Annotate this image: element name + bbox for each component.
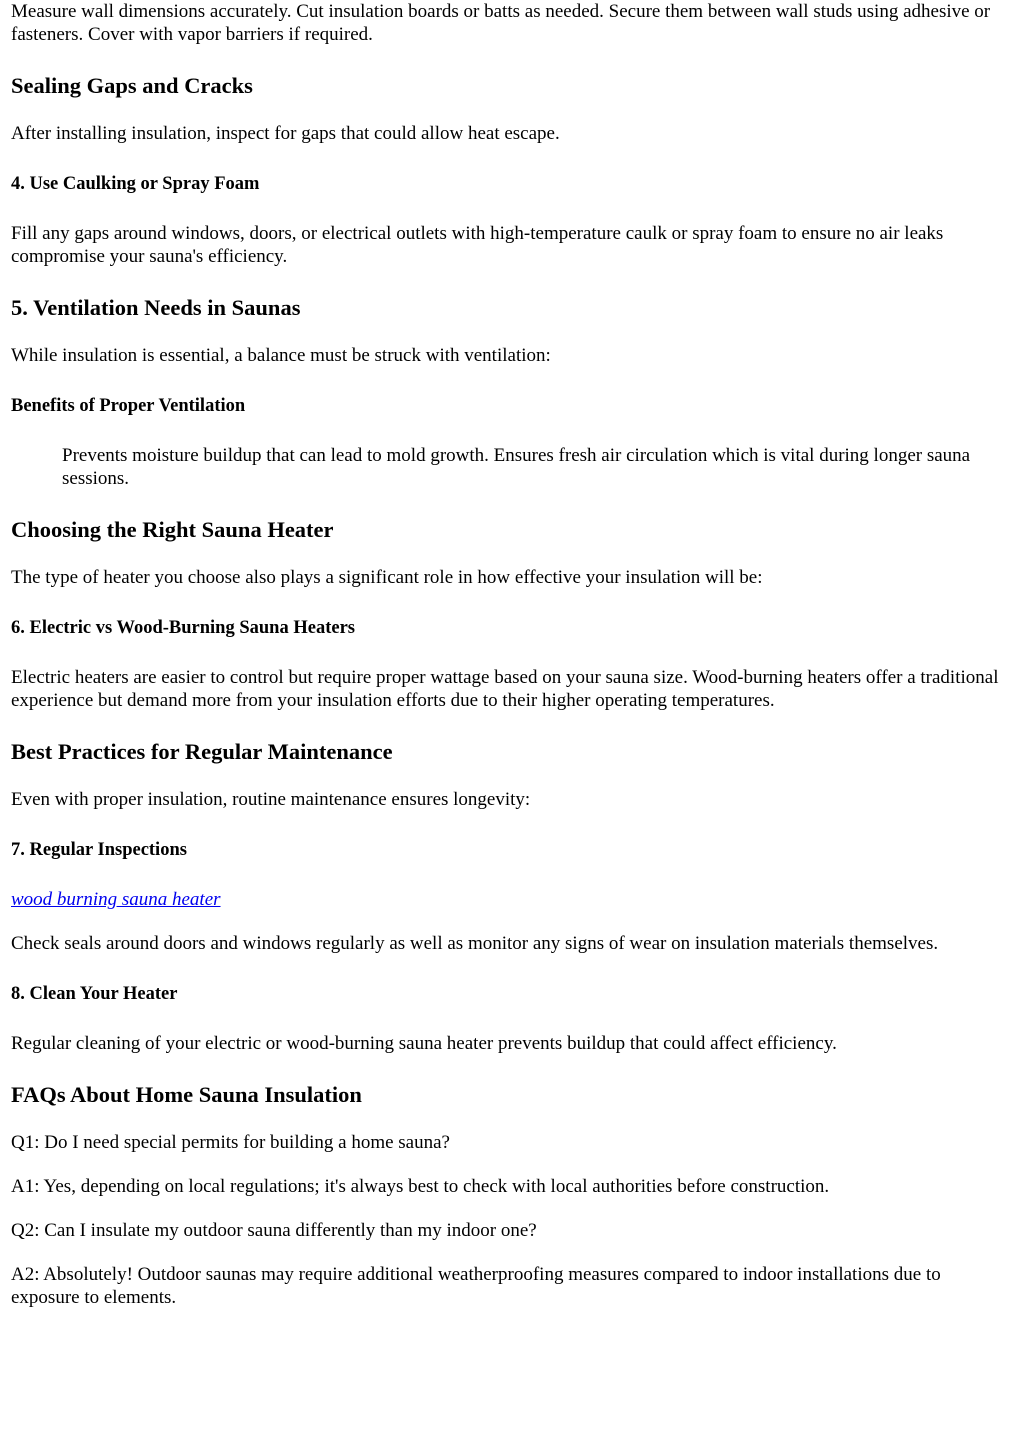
ventilation-heading: 5. Ventilation Needs in Saunas <box>11 295 301 320</box>
faq-item: A2: Absolutely! Outdoor saunas may require additional weatherproofing measures compared to indoor installations due to exposure to elements. <box>11 1264 941 1308</box>
clean-heading: 8. Clean Your Heater <box>11 984 178 1004</box>
heater-heading: Choosing the Right Sauna Heater <box>11 517 334 542</box>
sealing-heading: Sealing Gaps and Cracks <box>11 73 253 98</box>
heater-paragraph: The type of heater you choose also plays a significant role in how effective your insulation will be: <box>11 567 763 588</box>
faq-item: Q1: Do I need special permits for building a home sauna? <box>11 1132 450 1153</box>
heater-compare-heading: 6. Electric vs Wood-Burning Sauna Heaters <box>11 618 355 638</box>
caulking-heading: 4. Use Caulking or Spray Foam <box>11 174 260 194</box>
intro-paragraph: Measure wall dimensions accurately. Cut insulation boards or batts as needed. Secure them between wall studs using adhesive or fasteners. Cover with vapor barriers if required. <box>11 1 991 45</box>
inspections-heading: 7. Regular Inspections <box>11 840 187 860</box>
inspections-paragraph: Check seals around doors and windows regularly as well as monitor any signs of wear on insulation materials themselves. <box>11 933 939 954</box>
heater-compare-paragraph: Electric heaters are easier to control but require proper wattage based on your sauna size. Wood-burning heaters offer a traditional experience but demand more from your insulation efforts due to their higher operating temperatures. <box>11 667 999 711</box>
ventilation-benefits-quote <box>62 444 1013 490</box>
clean-paragraph: Regular cleaning of your electric or wood-burning sauna heater prevents buildup that could affect efficiency. <box>11 1033 837 1054</box>
faq-heading: FAQs About Home Sauna Insulation <box>11 1082 362 1107</box>
maintenance-paragraph: Even with proper insulation, routine maintenance ensures longevity: <box>11 789 531 810</box>
faq-item: A1: Yes, depending on local regulations; it's always best to check with local authorities before construction. <box>11 1176 830 1197</box>
maintenance-heading: Best Practices for Regular Maintenance <box>11 739 393 764</box>
ventilation-benefits-paragraph: Prevents moisture buildup that can lead to mold growth. Ensures fresh air circulation which is vital during longer sauna sessions. <box>62 445 971 489</box>
faq-item: Q2: Can I insulate my outdoor sauna differently than my indoor one? <box>11 1220 537 1241</box>
link-paragraph <box>11 888 1013 911</box>
caulking-paragraph: Fill any gaps around windows, doors, or electrical outlets with high-temperature caulk or spray foam to ensure no air leaks compromise your sauna's efficiency. <box>11 223 944 267</box>
ventilation-paragraph: While insulation is essential, a balance must be struck with ventilation: <box>11 345 551 366</box>
wood-burning-heater-link[interactable]: wood burning sauna heater <box>11 889 221 910</box>
ventilation-benefits-heading: Benefits of Proper Ventilation <box>11 396 246 416</box>
sealing-paragraph: After installing insulation, inspect for gaps that could allow heat escape. <box>11 123 560 144</box>
